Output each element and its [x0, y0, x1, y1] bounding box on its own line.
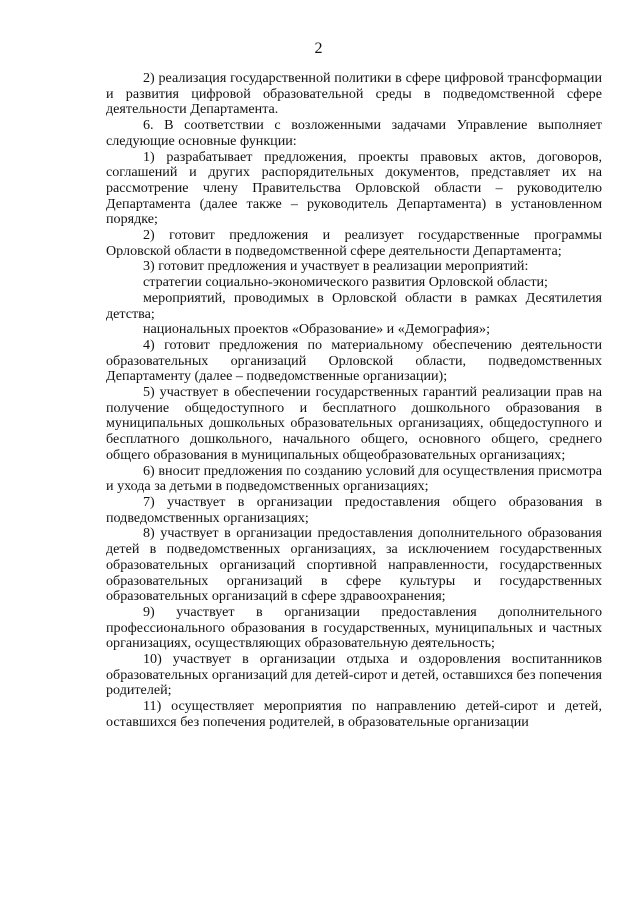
- paragraph-section-6: 6. В соответствии с возложенными задачами Управление выполняет следующие основные функции:: [106, 117, 602, 149]
- paragraph-function-11: 11) осуществляет мероприятия по направлению детей-сирот и детей, оставшихся без попечения родителей, в образовательные организации: [106, 698, 602, 730]
- paragraph-function-7: 7) участвует в организации предоставления общего образования в подведомственных организациях;: [106, 493, 602, 526]
- paragraph-function-2: 2) готовит предложения и реализует государственные программы Орловской области в подведомственной сфере деятельности Департамента;: [106, 227, 602, 259]
- paragraph-item-5-2: 2) реализация государственной политики в сфере цифровой трансформации и развития цифровой образовательной среды в подведомственной сфере деятельности Департамента.: [106, 70, 602, 118]
- paragraph-function-3-decade: мероприятий, проводимых в Орловской области в рамках Десятилетия детства;: [106, 289, 602, 322]
- paragraph-function-3-strategy: стратегии социально-экономического развития Орловской области;: [143, 274, 548, 291]
- paragraph-function-6: 6) вносит предложения по созданию условий для осуществления присмотра и ухода за детьми в подведомственных организациях;: [106, 462, 602, 495]
- document-body: [106, 71, 602, 731]
- page-number: 2: [314, 40, 323, 57]
- paragraph-function-8: 8) участвует в организации предоставления дополнительного образования детей в подведомственных организациях, за исключением государственных образовательных организаций спортивной направленности, государственных образовательных организаций в сфере культуры и государственных образовательных организаций в сфере здравоохранения;: [106, 525, 602, 605]
- paragraph-function-9: 9) участвует в организации предоставления дополнительного профессионального образования в государственных, муниципальных и частных организациях, осуществляющих образовательную деятельность;: [106, 603, 602, 652]
- paragraph-function-5: 5) участвует в обеспечении государственных гарантий реализации прав на получение общедоступного и бесплатного дошкольного образования в муниципальных дошкольных образовательных организациях, общедоступного и бесплатного дошкольного, начального общего, основного общего, среднего общего образования в муниципальных общеобразовательных организациях;: [106, 384, 602, 463]
- paragraph-function-3-national-projects: национальных проектов «Образование» и «Демография»;: [143, 321, 491, 338]
- paragraph-function-10: 10) участвует в организации отдыха и оздоровления воспитанников образовательных организаций для детей-сирот и детей, оставшихся без попечения родителей;: [106, 651, 602, 699]
- paragraph-function-4: 4) готовит предложения по материальному обеспечению деятельности образовательных организаций Орловской области, подведомственных Департаменту (далее – подведомственные организации);: [106, 336, 602, 385]
- paragraph-function-1: 1) разрабатывает предложения, проекты правовых актов, договоров, соглашений и других распорядительных документов, представляет их на рассмотрение члену Правительства Орловской области – руководителю Департамента (далее также – руководитель Департамента) в установленном порядке;: [106, 148, 602, 228]
- paragraph-function-3: 3) готовит предложения и участвует в реализации мероприятий:: [143, 258, 529, 275]
